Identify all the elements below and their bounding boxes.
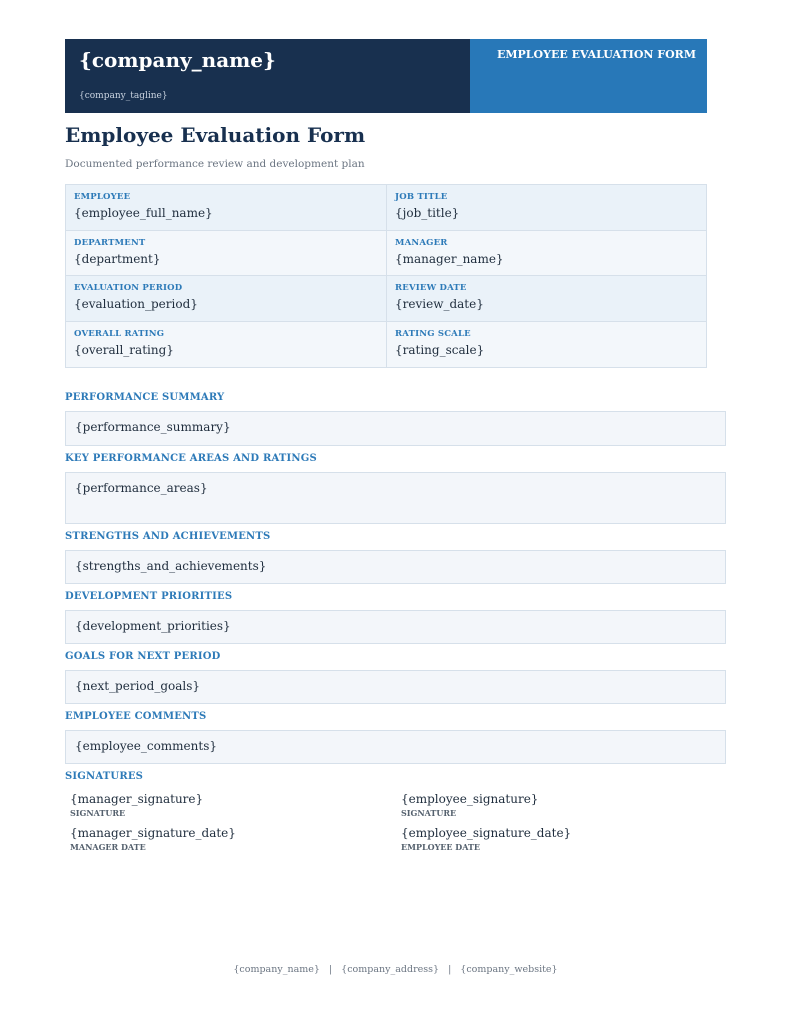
company-tagline: {company_tagline} [79,91,168,101]
manager-field[interactable]: {manager_name} [395,251,504,266]
overall-rating-field[interactable]: {overall_rating} [74,342,174,357]
footer-company-address: {company_address} [341,964,440,975]
info-label: OVERALL RATING [74,328,165,339]
signature-label: SIGNATURE [401,808,457,818]
rating-scale-field[interactable]: {rating_scale} [395,342,485,357]
strengths-heading: STRENGTHS AND ACHIEVEMENTS [65,531,271,542]
info-cell-manager [386,231,706,276]
info-label: DEPARTMENT [74,237,146,248]
footer-company-name: {company_name} [233,964,320,975]
company-name: {company_name} [79,48,276,72]
employee-name-field[interactable]: {employee_full_name} [74,206,213,220]
manager-date-block [70,826,236,852]
performance-summary-field[interactable]: {performance_summary} [65,411,726,446]
page-title: Employee Evaluation Form [65,123,366,147]
employee-date-block [401,826,571,852]
info-row [66,231,706,277]
form-type-label: EMPLOYEE EVALUATION FORM [496,48,696,61]
info-label: JOB TITLE [395,192,448,202]
employee-info-grid [65,184,707,368]
signature-label: SIGNATURE [70,808,126,818]
info-cell-rating-scale [386,322,706,368]
employee-comments-heading: EMPLOYEE COMMENTS [65,711,207,722]
info-cell-review-date [386,276,706,321]
manager-signature-field[interactable]: {manager_signature} [70,792,204,806]
header-label-panel [470,39,707,113]
page-subtitle: Documented performance review and development plan [65,158,365,170]
goals-heading: GOALS FOR NEXT PERIOD [65,651,221,662]
header-brand-panel [65,39,470,113]
employee-signature-block [401,792,538,818]
strengths-field[interactable]: {strengths_and_achievements} [65,550,726,584]
signatures-heading: SIGNATURES [65,771,144,782]
footer-separator: | [448,964,452,975]
document-footer [0,964,791,975]
footer-company-website: {company_website} [460,964,558,975]
footer-separator: | [328,964,333,975]
info-cell-evaluation-period [66,276,386,321]
performance-areas-heading: KEY PERFORMANCE AREAS AND RATINGS [65,453,317,464]
employee-signature-date-field[interactable]: {employee_signature_date} [401,826,572,840]
info-label: RATING SCALE [395,328,471,339]
info-row [66,185,706,231]
employee-comments-field[interactable]: {employee_comments} [65,730,726,764]
manager-signature-date-field[interactable]: {manager_signature_date} [70,826,236,840]
info-label: REVIEW DATE [395,283,467,293]
manager-date-label: MANAGER DATE [70,842,146,852]
info-cell-department [66,231,386,276]
development-priorities-field[interactable]: {development_priorities} [65,610,726,644]
performance-areas-field[interactable]: {performance_areas} [65,472,726,524]
performance-summary-heading: PERFORMANCE SUMMARY [65,392,225,403]
info-label: MANAGER [395,237,448,248]
info-row [66,276,706,322]
goals-field[interactable]: {next_period_goals} [65,670,726,704]
info-label: EMPLOYEE [74,192,131,202]
info-row [66,322,706,368]
development-priorities-heading: DEVELOPMENT PRIORITIES [65,591,233,602]
info-label: EVALUATION PERIOD [74,283,183,293]
employee-signature-field[interactable]: {employee_signature} [401,792,539,806]
job-title-field[interactable]: {job_title} [395,206,460,220]
evaluation-period-field[interactable]: {evaluation_period} [74,297,198,311]
info-cell-overall-rating [66,322,386,368]
info-cell-employee [66,185,386,230]
review-date-field[interactable]: {review_date} [395,297,484,311]
employee-date-label: EMPLOYEE DATE [401,842,481,852]
info-cell-job-title [386,185,706,230]
document-header [65,39,707,113]
department-field[interactable]: {department} [74,251,161,266]
manager-signature-block [70,792,203,818]
